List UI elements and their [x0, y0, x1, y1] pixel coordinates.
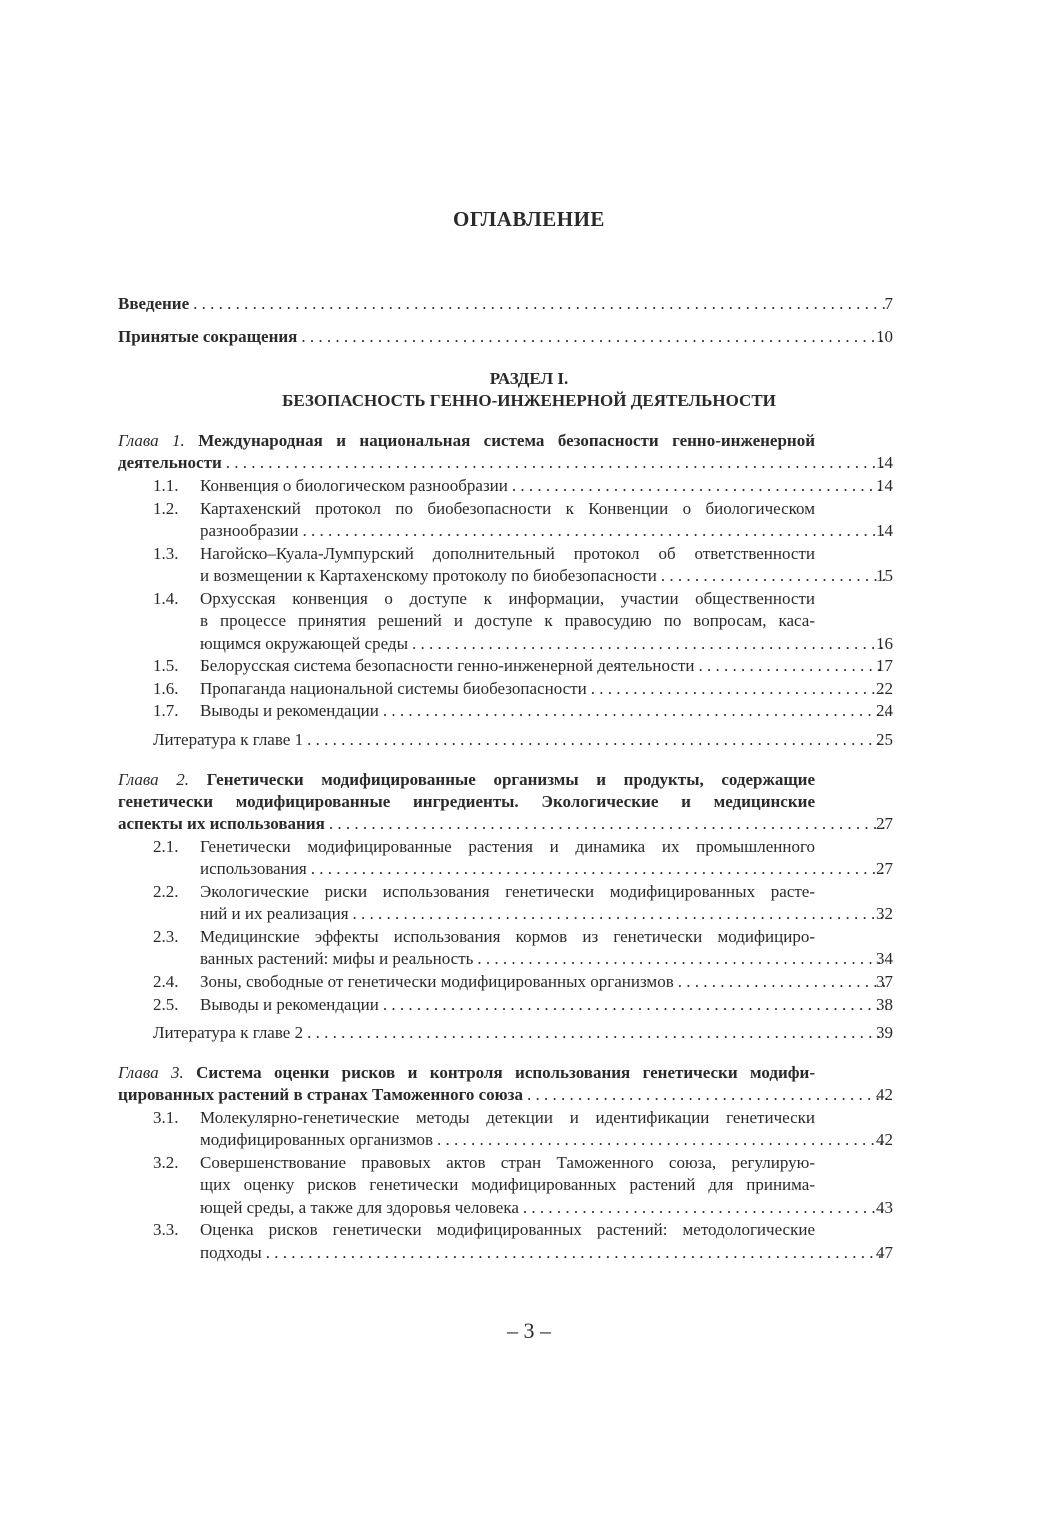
item-number: 2.2.: [153, 882, 179, 901]
leader-dots: [302, 520, 887, 542]
toc-item[interactable]: [200, 475, 893, 497]
toc-item[interactable]: [200, 633, 893, 655]
item-title-line1: Медицинские эффекты использования кормов из генетически модифициро-: [200, 927, 815, 946]
toc-entry-abbreviations[interactable]: [118, 326, 893, 348]
page-number: 38: [876, 995, 893, 1014]
page-number: 16: [876, 634, 893, 653]
toc-item[interactable]: [200, 994, 893, 1016]
page-number: 25: [876, 730, 893, 749]
item-title-line1: Оценка рисков генетически модифицированных растений: методологические: [200, 1220, 815, 1239]
chapter-2-title-line1[interactable]: [118, 769, 815, 791]
page-number: 24: [876, 701, 893, 720]
leader-dots: [226, 452, 887, 474]
leader-dots: [266, 1242, 887, 1264]
chapter-title: Международная и национальная система безопасности генно-инженерной: [198, 431, 816, 450]
item-title-line3: ющей среды, а также для здоровья человека: [200, 1198, 519, 1217]
toc-item[interactable]: [200, 700, 893, 722]
item-title-line1: Экологические риски использования генетически модифицированных расте-: [200, 882, 815, 901]
item-number: 1.4.: [153, 589, 179, 608]
page-number: 7: [884, 294, 893, 313]
leader-dots: [437, 1129, 887, 1151]
section-heading-line2: БЕЗОПАСНОСТЬ ГЕННО-ИНЖЕНЕРНОЙ ДЕЯТЕЛЬНОСТИ: [282, 391, 776, 410]
page-number: 47: [876, 1243, 893, 1262]
item-number: 3.1.: [153, 1108, 179, 1127]
leader-dots: [383, 994, 887, 1016]
chapter-2-title-line3[interactable]: [118, 813, 893, 835]
toc-item[interactable]: [200, 948, 893, 970]
page-number: 43: [876, 1198, 893, 1217]
item-number: 3.2.: [153, 1153, 179, 1172]
item-title-line1: Молекулярно-генетические методы детекции и идентификации генетически: [200, 1108, 815, 1127]
page-number: 42: [876, 1130, 893, 1149]
item-title-line2: разнообразии: [200, 521, 299, 540]
item-title-line2: подходы: [200, 1243, 262, 1262]
chapter-title: деятельности: [118, 453, 222, 472]
page-number: 39: [876, 1023, 893, 1042]
leader-dots: [591, 678, 887, 700]
item-title-line2: модифицированных организмов: [200, 1130, 434, 1149]
toc-item[interactable]: [200, 903, 893, 925]
page-number: 14: [876, 476, 893, 495]
item-number: 2.4.: [153, 972, 179, 991]
page-number: 15: [876, 566, 893, 585]
item-title-line1: Генетически модифицированные растения и динамика их промышленного: [200, 837, 815, 856]
chapter-1-title-line1[interactable]: [118, 430, 815, 452]
page-number: 17: [876, 656, 893, 675]
toc-item[interactable]: [200, 858, 893, 880]
item-number: 2.3.: [153, 927, 179, 946]
item-title-line2: ванных растений: мифы и реальность: [200, 949, 474, 968]
page-number: 34: [876, 949, 893, 968]
leader-dots: [412, 633, 887, 655]
item-title-line1: Орхусская конвенция о доступе к информации, участии общественности: [200, 589, 815, 608]
page-number: 32: [876, 904, 893, 923]
leader-dots: [311, 858, 887, 880]
toc-item[interactable]: [200, 565, 893, 587]
item-title-line1: Совершенствование правовых актов стран Таможенного союза, регулирую-: [200, 1153, 815, 1172]
leader-dots: [307, 1022, 887, 1044]
page-number: 42: [876, 1085, 893, 1104]
page-title: ОГЛАВЛЕНИЕ: [453, 207, 605, 231]
toc-entry-label: Принятые сокращения: [118, 327, 298, 346]
leader-dots: [523, 1197, 887, 1219]
item-title: Пропаганда национальной системы биобезопасности: [200, 679, 587, 698]
page-number: 14: [876, 521, 893, 540]
chapter-title: Генетически модифицированные организмы и продукты, содержащие: [206, 770, 816, 789]
item-number: 1.6.: [153, 679, 179, 698]
chapter-prefix: Глава 1.: [118, 431, 185, 450]
item-title-line2: ний и их реализация: [200, 904, 349, 923]
item-number: 1.7.: [153, 701, 179, 720]
page-number: 37: [876, 972, 893, 991]
leader-dots: [329, 813, 887, 835]
item-title-line1: Нагойско–Куала-Лумпурский дополнительный протокол об ответственности: [200, 544, 815, 563]
chapter-title: цированных растений в странах Таможенного союза: [118, 1085, 523, 1104]
page-number: 10: [876, 327, 893, 346]
toc-item[interactable]: [200, 971, 893, 993]
toc-entry-intro[interactable]: [118, 293, 893, 315]
page-footer-number: – 3 –: [507, 1318, 551, 1343]
chapter-3-title-line2[interactable]: [118, 1084, 893, 1106]
toc-entry-label: Введение: [118, 294, 190, 313]
item-title-line2: в процессе принятия решений и доступе к правосудию по вопросам, каса-: [200, 611, 815, 630]
item-number: 1.2.: [153, 499, 179, 518]
leader-dots: [353, 903, 887, 925]
chapter-prefix: Глава 2.: [118, 770, 190, 789]
toc-item[interactable]: [200, 655, 893, 677]
item-number: 2.5.: [153, 995, 179, 1014]
item-number: 1.3.: [153, 544, 179, 563]
leader-dots: [512, 475, 887, 497]
chapter-prefix: Глава 3.: [118, 1063, 184, 1082]
toc-item[interactable]: [200, 1197, 893, 1219]
item-title-line2: использования: [200, 859, 307, 878]
item-number: 3.3.: [153, 1220, 179, 1239]
toc-literature-2[interactable]: [153, 1022, 893, 1044]
section-heading-line1: РАЗДЕЛ I.: [489, 369, 569, 388]
toc-item[interactable]: [200, 678, 893, 700]
page-number: 27: [876, 814, 893, 833]
item-title-line1: Картахенский протокол по биобезопасности к Конвенции о биологическом: [200, 499, 815, 518]
toc-literature-1[interactable]: [153, 729, 893, 751]
item-title: Выводы и рекомендации: [200, 701, 379, 720]
item-title: Выводы и рекомендации: [200, 995, 379, 1014]
item-title-line2: щих оценку рисков генетически модифицированных растений для принима-: [200, 1175, 815, 1194]
chapter-title: Система оценки рисков и контроля использования генетически модифи-: [196, 1063, 815, 1082]
leader-dots: [383, 700, 887, 722]
item-number: 2.1.: [153, 837, 179, 856]
item-title: Зоны, свободные от генетически модифицированных организмов: [200, 972, 674, 991]
toc-item[interactable]: [200, 1129, 893, 1151]
leader-dots: [301, 326, 887, 348]
page-number: 22: [876, 679, 893, 698]
leader-dots: [193, 293, 887, 315]
chapter-1-title-line2[interactable]: [118, 452, 893, 474]
leader-dots: [527, 1084, 887, 1106]
item-title: Конвенция о биологическом разнообразии: [200, 476, 508, 495]
page-number: 14: [876, 453, 893, 472]
item-title-line2: и возмещении к Картахенскому протоколу по биобезопасности: [200, 566, 657, 585]
chapter-3-title-line1[interactable]: [118, 1062, 815, 1084]
item-title-line3: ющимся окружающей среды: [200, 634, 408, 653]
literature-label: Литература к главе 1: [153, 730, 304, 749]
literature-label: Литература к главе 2: [153, 1023, 304, 1042]
leader-dots: [477, 948, 887, 970]
toc-item[interactable]: [200, 520, 893, 542]
toc-item[interactable]: [200, 1242, 893, 1264]
page-number: 27: [876, 859, 893, 878]
item-title: Белорусская система безопасности генно-инженерной деятельности: [200, 656, 695, 675]
chapter-2-title-line2: генетически модифицированные ингредиенты. Экологические и медицинские: [118, 792, 815, 811]
chapter-title: аспекты их использования: [118, 814, 325, 833]
item-number: 1.1.: [153, 476, 179, 495]
item-number: 1.5.: [153, 656, 179, 675]
leader-dots: [307, 729, 887, 751]
